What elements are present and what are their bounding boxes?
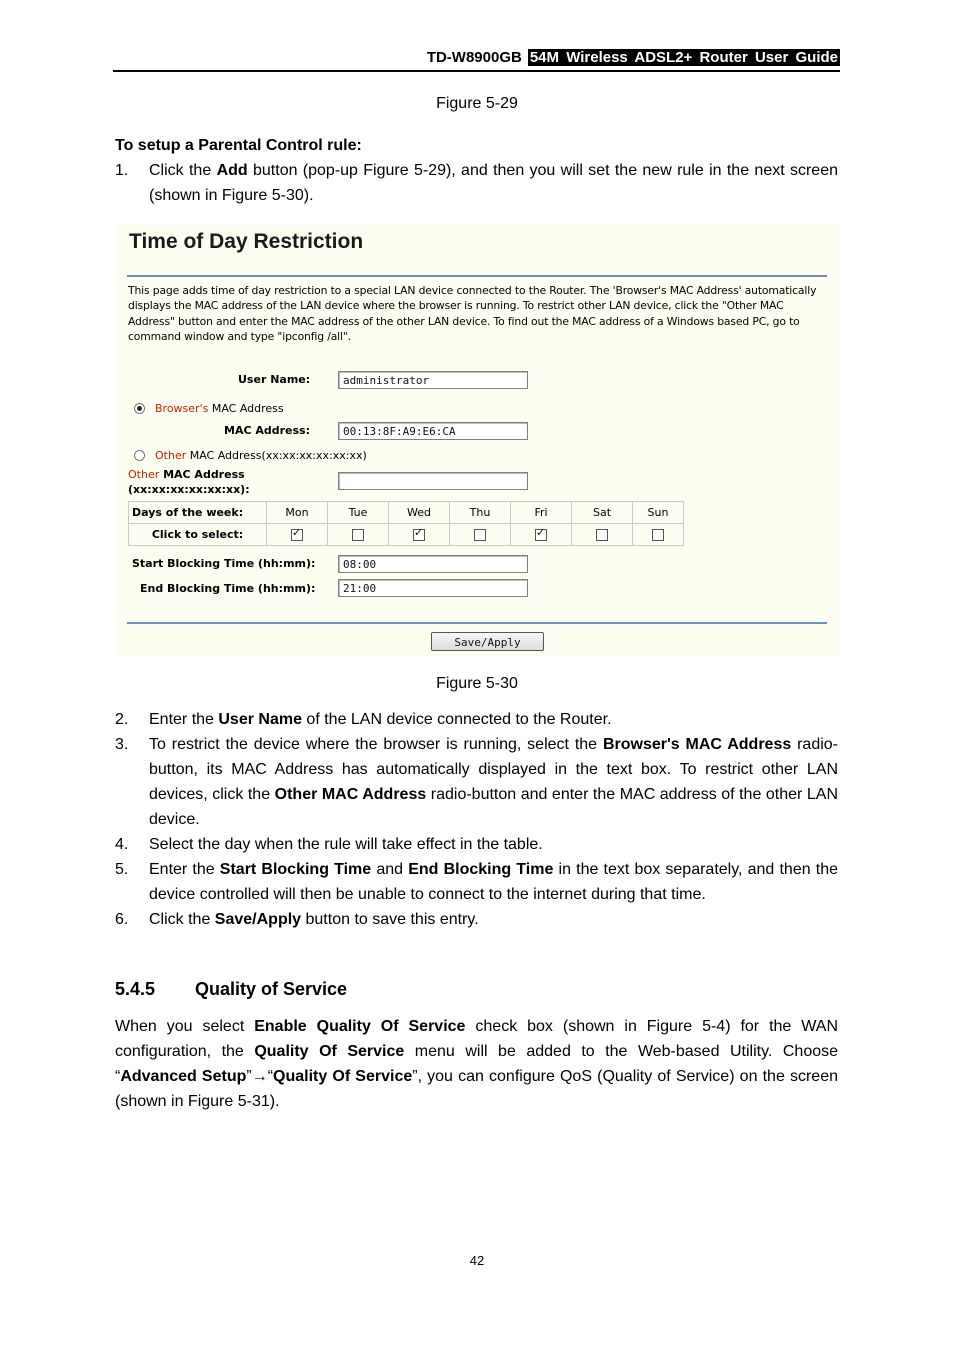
browser-mac-radio-label: Browser's MAC Address: [155, 402, 284, 415]
day-name: Sun: [633, 502, 684, 524]
day-checkbox-cell: [267, 524, 328, 546]
mac-address-label: MAC Address:: [224, 424, 311, 437]
top-divider: [127, 275, 827, 277]
text-run: menu will be added to the Web-based Utility. Choose “: [115, 1043, 839, 1085]
text-run: Select the day when the rule will take effect in the table.: [149, 836, 543, 853]
mac-address-input[interactable]: 00:13:8F:A9:E6:CA: [338, 422, 528, 440]
text-run: radio-button and enter the MAC address of the other LAN device.: [149, 786, 839, 828]
sun-checkbox[interactable]: [652, 529, 664, 541]
step-item: [115, 732, 838, 832]
steps-list: [115, 707, 838, 932]
section-number: 5.4.5: [115, 979, 156, 999]
thu-checkbox[interactable]: [474, 529, 486, 541]
other-mac-address-input[interactable]: [338, 472, 528, 490]
day-name: Wed: [389, 502, 450, 524]
step-1-bold: Add: [216, 162, 248, 179]
bold-term: Quality Of Service: [254, 1043, 405, 1060]
day-name: Thu: [450, 502, 511, 524]
text-run: Enter the: [149, 711, 219, 728]
text-run: in the text box separately, and then the device controlled will then be unable to connect to the internet during that time.: [149, 861, 839, 903]
text-run: check box (shown in Figure 5-4) for the WAN configuration, the: [115, 1018, 838, 1060]
bold-term: Other MAC Address: [274, 786, 427, 803]
mon-checkbox[interactable]: [291, 529, 303, 541]
bold-term: Enable Quality Of Service: [254, 1018, 466, 1035]
step-1-pre: Click the: [149, 162, 212, 179]
step-item: [115, 832, 838, 857]
day-checkbox-cell: [328, 524, 389, 546]
step-1: [115, 158, 838, 208]
browser-mac-radio[interactable]: [134, 403, 145, 414]
figure-5-30-caption: Figure 5-30: [436, 675, 518, 692]
day-checkbox-cell: [572, 524, 633, 546]
day-checkbox-cell: [389, 524, 450, 546]
start-blocking-time-label: Start Blocking Time (hh:mm):: [132, 557, 316, 570]
day-name: Sat: [572, 502, 633, 524]
text-run: To restrict the device where the browser is running, select the: [149, 736, 603, 753]
day-checkbox-cell: [633, 524, 684, 546]
other-mac-address-label: Other MAC Address (xx:xx:xx:xx:xx:xx):: [128, 468, 250, 496]
section-title: Quality of Service: [195, 979, 348, 999]
end-blocking-time-label: End Blocking Time (hh:mm):: [140, 582, 316, 595]
save-apply-button[interactable]: Save/Apply: [431, 632, 544, 651]
bold-term: End Blocking Time: [408, 861, 554, 878]
bottom-divider: [127, 622, 827, 624]
page-description: This page adds time of day restriction to a special LAN device connected to the Router. The 'Browser's MAC Address' automatically displays the MAC address of the LAN device where the browser is running. To restrict other LAN device, click the "Other MAC Address" button and enter the MAC address of the other LAN device. To find out the MAC address of a Windows based PC, go to command window and type "ipconfig /all".: [128, 284, 817, 343]
time-of-day-restriction-screenshot: [115, 225, 839, 656]
day-name: Tue: [328, 502, 389, 524]
day-name: Fri: [511, 502, 572, 524]
bold-term: User Name: [218, 711, 302, 728]
day-checkbox-cell: [511, 524, 572, 546]
step-number: 3.: [115, 736, 129, 753]
step-1-post: button (pop-up Figure 5-29), and then you will set the new rule in the next screen (shown in Figure 5-30).: [149, 162, 839, 204]
text-run: radio-button, its MAC Address has automatically displayed in the text box. To restrict other LAN devices, click the: [149, 736, 839, 803]
header-guide-title: 54M Wireless ADSL2+ Router User Guide: [529, 49, 838, 66]
end-blocking-time-input[interactable]: 21:00: [338, 579, 528, 597]
step-number: 1.: [115, 162, 129, 179]
step-1-list: [115, 158, 838, 208]
step-item: [115, 857, 838, 907]
bold-term: Advanced Setup: [120, 1068, 247, 1085]
bold-term: Quality Of Service: [273, 1068, 413, 1085]
setup-heading: To setup a Parental Control rule:: [115, 137, 362, 154]
text-run: ”→“: [246, 1068, 274, 1085]
bold-term: Save/Apply: [214, 911, 302, 928]
user-name-input[interactable]: administrator: [338, 371, 528, 389]
bold-term: Start Blocking Time: [219, 861, 372, 878]
day-name: Mon: [267, 502, 328, 524]
step-number: 2.: [115, 711, 129, 728]
other-mac-radio[interactable]: [134, 450, 145, 461]
step-number: 6.: [115, 911, 129, 928]
days-label: Days of the week:: [129, 502, 267, 524]
table-row: [129, 524, 684, 546]
running-header: [427, 49, 840, 66]
bold-term: Browser's MAC Address: [602, 736, 792, 753]
days-of-week-table: [128, 501, 684, 546]
section-heading: [115, 979, 347, 1000]
page-number: 42: [469, 1253, 485, 1268]
wed-checkbox[interactable]: [413, 529, 425, 541]
step-item: [115, 707, 838, 732]
day-checkbox-cell: [450, 524, 511, 546]
tue-checkbox[interactable]: [352, 529, 364, 541]
text-run: of the LAN device connected to the Router.: [301, 711, 612, 728]
other-mac-radio-label: Other MAC Address(xx:xx:xx:xx:xx:xx): [155, 449, 367, 462]
qos-paragraph: [115, 1014, 838, 1114]
sat-checkbox[interactable]: [596, 529, 608, 541]
start-blocking-time-input[interactable]: 08:00: [338, 555, 528, 573]
text-run: and: [371, 861, 409, 878]
fri-checkbox[interactable]: [535, 529, 547, 541]
text-run: ”, you can configure QoS (Quality of Service) on the screen (shown in Figure 5-31).: [115, 1068, 838, 1110]
header-model: TD-W8900GB: [426, 49, 522, 66]
page-title: Time of Day Restriction: [129, 230, 364, 253]
table-row: [129, 502, 684, 524]
text-run: When you select: [115, 1018, 255, 1035]
step-number: 5.: [115, 861, 129, 878]
text-run: Click the: [149, 911, 215, 928]
step-item: [115, 907, 838, 932]
figure-5-29-caption: Figure 5-29: [436, 95, 518, 112]
text-run: Enter the: [149, 861, 220, 878]
header-rule: [113, 70, 840, 72]
step-number: 4.: [115, 836, 129, 853]
click-to-select-label: Click to select:: [129, 524, 267, 546]
user-name-label: User Name:: [238, 373, 311, 386]
text-run: button to save this entry.: [301, 911, 479, 928]
